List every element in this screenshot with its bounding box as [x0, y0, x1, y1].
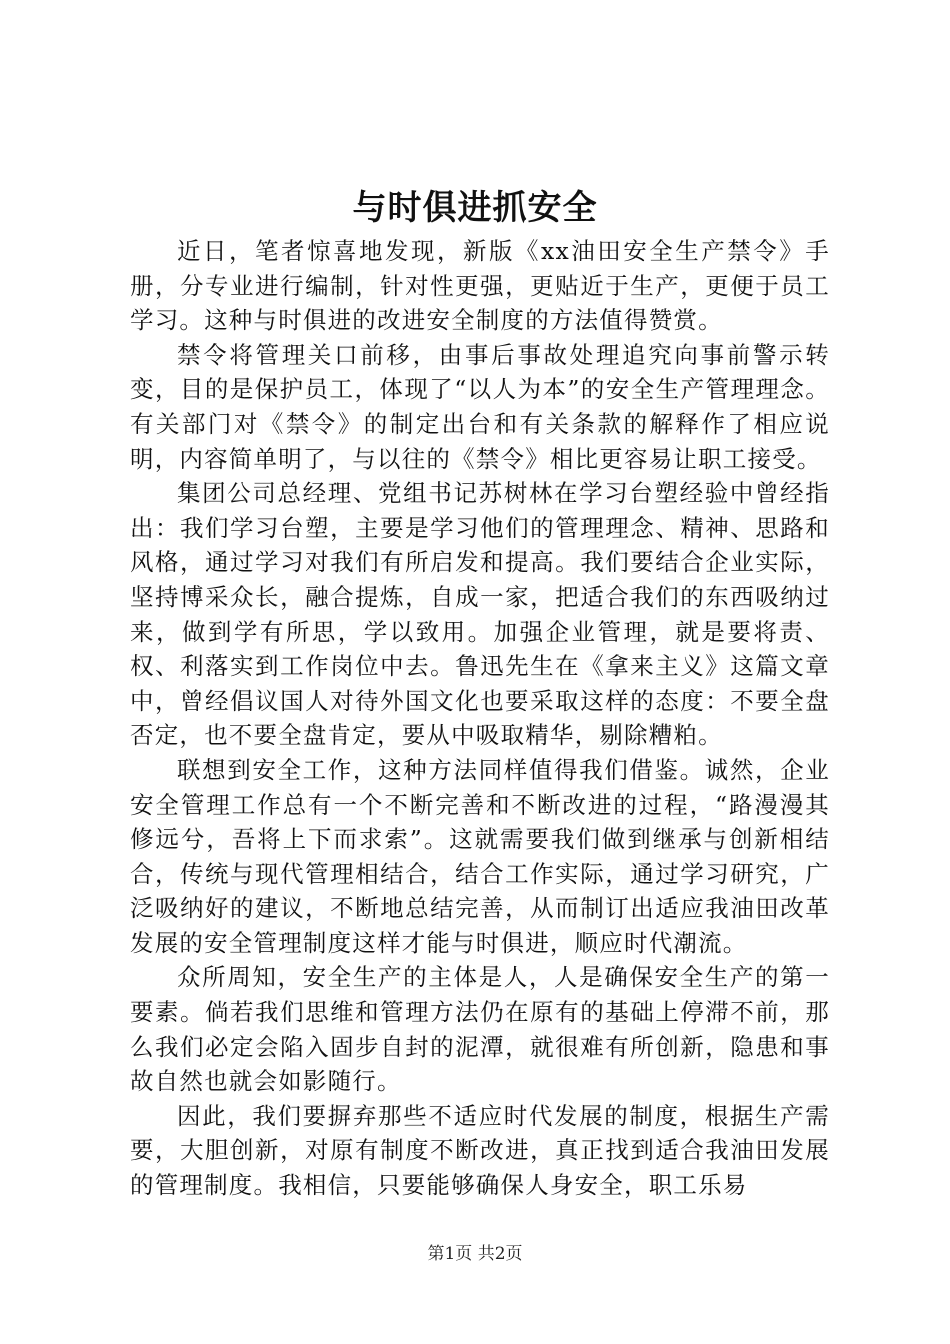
page-number-footer: 第1页 共2页 — [427, 1244, 523, 1264]
paragraph-1: 近日，笔者惊喜地发现，新版《xx油田安全生产禁令》手册，分专业进行编制，针对性更强，更贴近于生产，更便于员工学习。这种与时俱进的改进安全制度的方法值得赞赏。 — [130, 237, 830, 335]
document-title: 与时俱进抓安全 — [352, 188, 598, 228]
paragraph-3: 集团公司总经理、党组书记苏树林在学习台塑经验中曾经指出：我们学习台塑，主要是学习他们的管理理念、精神、思路和风格，通过学习对我们有所启发和提高。我们要结合企业实际，坚持博采众长，融合提炼，自成一家，把适合我们的东西吸纳过来，做到学有所思，学以致用。加强企业管理，就是要将责、权、利落实到工作岗位中去。鲁迅先生在《拿来主义》这篇文章中，曾经倡议国人对待外国文化也要采取这样的态度：不要全盘否定，也不要全盘肯定，要从中吸取精华，剔除糟粕。 — [130, 479, 830, 750]
document-body — [130, 234, 830, 1203]
paragraph-5: 众所周知，安全生产的主体是人，人是确保安全生产的第一要素。倘若我们思维和管理方法仍在原有的基础上停滞不前，那么我们必定会陷入固步自封的泥潭，就很难有所创新，隐患和事故自然也就会如影随行。 — [130, 963, 830, 1096]
paragraph-6: 因此，我们要摒弃那些不适应时代发展的制度，根据生产需要，大胆创新，对原有制度不断改进，真正找到适合我油田发展的管理制度。我相信，只要能够确保人身安全，职工乐易 — [130, 1101, 830, 1200]
paragraph-4: 联想到安全工作，这种方法同样值得我们借鉴。诚然，企业安全管理工作总有一个不断完善和不断改进的过程，“路漫漫其修远兮，吾将上下而求索”。这就需要我们做到继承与创新相结合，传统与现代管理相结合，结合工作实际，通过学习研究，广泛吸纳好的建议，不断地总结完善，从而制订出适应我油田改革发展的安全管理制度这样才能与时俱进，顺应时代潮流。 — [130, 755, 830, 957]
paragraph-2: 禁令将管理关口前移，由事后事故处理追究向事前警示转变，目的是保护员工，体现了“以人为本”的安全生产管理理念。有关部门对《禁令》的制定出台和有关条款的解释作了相应说明，内容简单明了，与以往的《禁令》相比更容易让职工接受。 — [130, 340, 830, 473]
